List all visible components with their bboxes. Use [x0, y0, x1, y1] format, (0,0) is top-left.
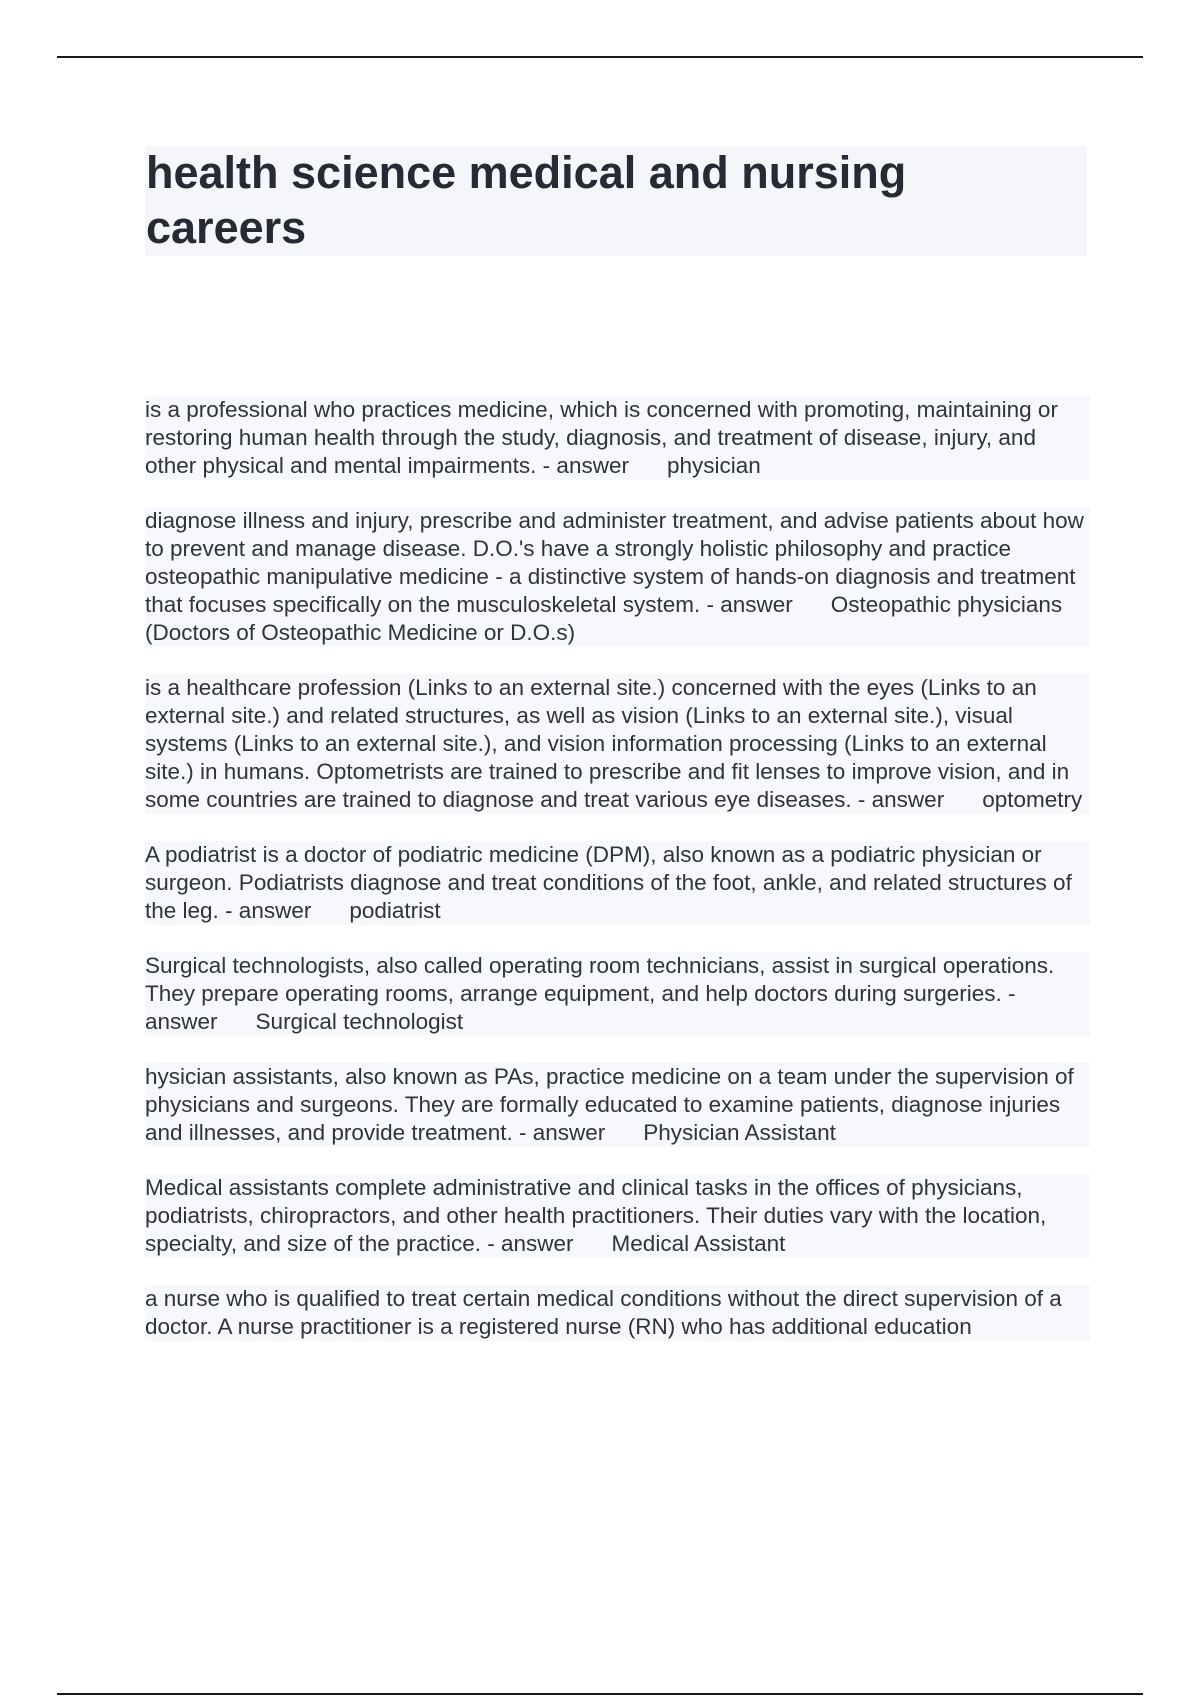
flashcard-text: [145, 396, 1090, 480]
flashcard-answer: Osteopathic physicians (Doctors of Osteopathic Medicine or D.O.s): [145, 592, 1063, 645]
flashcard: [145, 841, 1090, 925]
bottom-rule: [57, 1693, 1143, 1695]
page-title: health science medical and nursing careers: [146, 147, 907, 253]
flashcard-question: A podiatrist is a doctor of podiatric medicine (DPM), also known as a podiatric physician or surgeon. Podiatrists diagnose and treat conditions of the foot, ankle, and related structures of the leg. - answer: [145, 842, 1072, 923]
flashcard-text: [145, 952, 1090, 1036]
flashcard-question: is a professional who practices medicine, which is concerned with promoting, maintaining or restoring human health through the study, diagnosis, and treatment of disease, injury, and other physical and mental impairments. - answer: [145, 397, 1058, 478]
flashcard: [145, 507, 1090, 647]
flashcard-answer: physician: [666, 453, 761, 478]
flashcard-text: [145, 507, 1090, 647]
flashcard-answer: podiatrist: [349, 898, 441, 923]
flashcard: [145, 1063, 1090, 1147]
flashcard-text: [145, 1285, 1090, 1341]
flashcard: [145, 1174, 1090, 1258]
flashcard-list: [145, 396, 1090, 1368]
flashcard-question: Medical assistants complete administrative and clinical tasks in the offices of physicians, podiatrists, chiropractors, and other health practitioners. Their duties vary with the location, specialty, and size of the practice. - answer: [145, 1175, 1047, 1256]
flashcard: [145, 1285, 1090, 1341]
flashcard-answer: Medical Assistant: [611, 1231, 786, 1256]
flashcard: [145, 396, 1090, 480]
flashcard-answer: optometry: [982, 787, 1083, 812]
top-rule: [57, 56, 1143, 58]
flashcard-question: a nurse who is qualified to treat certain medical conditions without the direct supervision of a doctor. A nurse practitioner is a registered nurse (RN) who has additional education: [145, 1286, 1062, 1339]
flashcard: [145, 952, 1090, 1036]
flashcard-text: [145, 1174, 1090, 1258]
flashcard-text: [145, 841, 1090, 925]
flashcard-question: is a healthcare profession (Links to an external site.) concerned with the eyes (Links to an external site.) and related structures, as well as vision (Links to an external site.), visual systems (Links to an external site.), and vision information processing (Links to an external site.) in humans. Optometrists are trained to prescribe and fit lenses to improve vision, and in some countries are trained to diagnose and treat various eye diseases. - answer: [145, 675, 1070, 812]
flashcard-text: [145, 1063, 1090, 1147]
flashcard: [145, 674, 1090, 814]
flashcard-answer: Surgical technologist: [255, 1009, 464, 1034]
flashcard-answer: Physician Assistant: [643, 1120, 836, 1145]
flashcard-question: hysician assistants, also known as PAs, practice medicine on a team under the supervision of physicians and surgeons. They are formally educated to examine patients, diagnose injuries and illnesses, and provide treatment. - answer: [145, 1064, 1074, 1145]
flashcard-question: Surgical technologists, also called operating room technicians, assist in surgical operations. They prepare operating rooms, arrange equipment, and help doctors during surgeries. - answer: [145, 953, 1055, 1034]
flashcard-text: [145, 674, 1090, 814]
flashcard-question: diagnose illness and injury, prescribe and administer treatment, and advise patients about how to prevent and manage disease. D.O.'s have a strongly holistic philosophy and practice osteopathic manipulative medicine - a distinctive system of hands-on diagnosis and treatment that focuses specifically on the musculoskeletal system. - answer: [145, 508, 1084, 617]
